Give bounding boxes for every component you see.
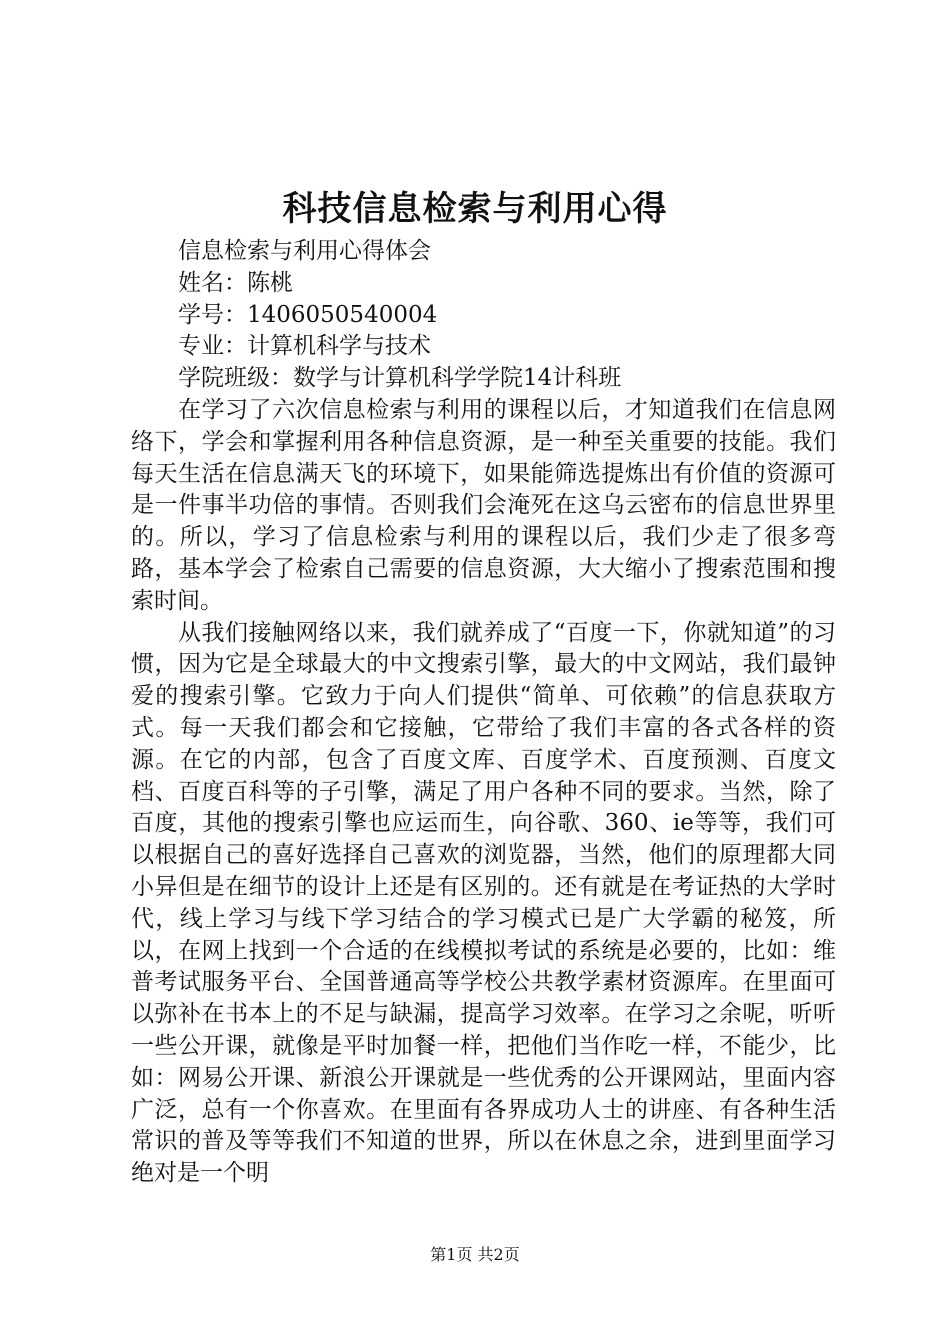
college-class-line: 学院班级：数学与计算机科学学院14计科班 xyxy=(178,365,622,392)
document-body xyxy=(131,236,836,1190)
body-paragraph: 从我们接触网络以来，我们就养成了“百度一下，你就知道”的习惯，因为它是全球最大的中文搜索引擎，最大的中文网站，我们最钟爱的搜索引擎。它致力于向人们提供“简单、可依赖”的信息获取方式。每一天我们都会和它接触，它带给了我们丰富的各式各样的资源。在它的内部，包含了百度文库、百度学术、百度预测、百度文档、百度百科等的子引擎，满足了用户各种不同的要求。当然，除了百度，其他的搜索引擎也应运而生，向谷歌、360、ie等等，我们可以根据自己的喜好选择自己喜欢的浏览器，当然，他们的原理都大同小异但是在细节的设计上还是有区别的。还有就是在考证热的大学时代，线上学习与线下学习结合的学习模式已是广大学霸的秘笈，所以，在网上找到一个合适的在线模拟考试的系统是必要的，比如：维普考试服务平台、全国普通高等学校公共教学素材资源库。在里面可以弥补在书本上的不足与缺漏，提高学习效率。在学习之余呢，听听一些公开课，就像是平时加餐一样，把他们当作吃一样，不能少，比如：网易公开课、新浪公开课就是一些优秀的公开课网站，里面内容广泛，总有一个你喜欢。在里面有各界成功人士的讲座、有各种生活常识的普及等等我们不知道的世界，所以在休息之余，进到里面学习绝对是一个明 xyxy=(131,619,836,1187)
student-id-line: 学号：1406050540004 xyxy=(178,301,438,328)
body-paragraph: 在学习了六次信息检索与利用的课程以后，才知道我们在信息网络下，学会和掌握利用各种信息资源，是一种至关重要的技能。我们每天生活在信息满天飞的环境下，如果能筛选提炼出有价值的资源可是一件事半功倍的事情。否则我们会淹死在这乌云密布的信息世界里的。所以，学习了信息检索与利用的课程以后，我们少走了很多弯路，基本学会了检索自己需要的信息资源，大大缩小了搜索范围和搜索时间。 xyxy=(131,396,836,614)
major-line: 专业：计算机科学与技术 xyxy=(178,333,431,360)
author-name-line: 姓名：陈桃 xyxy=(178,269,293,296)
subtitle-line: 信息检索与利用心得体会 xyxy=(178,238,431,264)
page-footer xyxy=(0,1244,950,1266)
page-number-label: 第1页 共2页 xyxy=(430,1245,520,1264)
document-title: 科技信息检索与利用心得 xyxy=(282,189,668,229)
